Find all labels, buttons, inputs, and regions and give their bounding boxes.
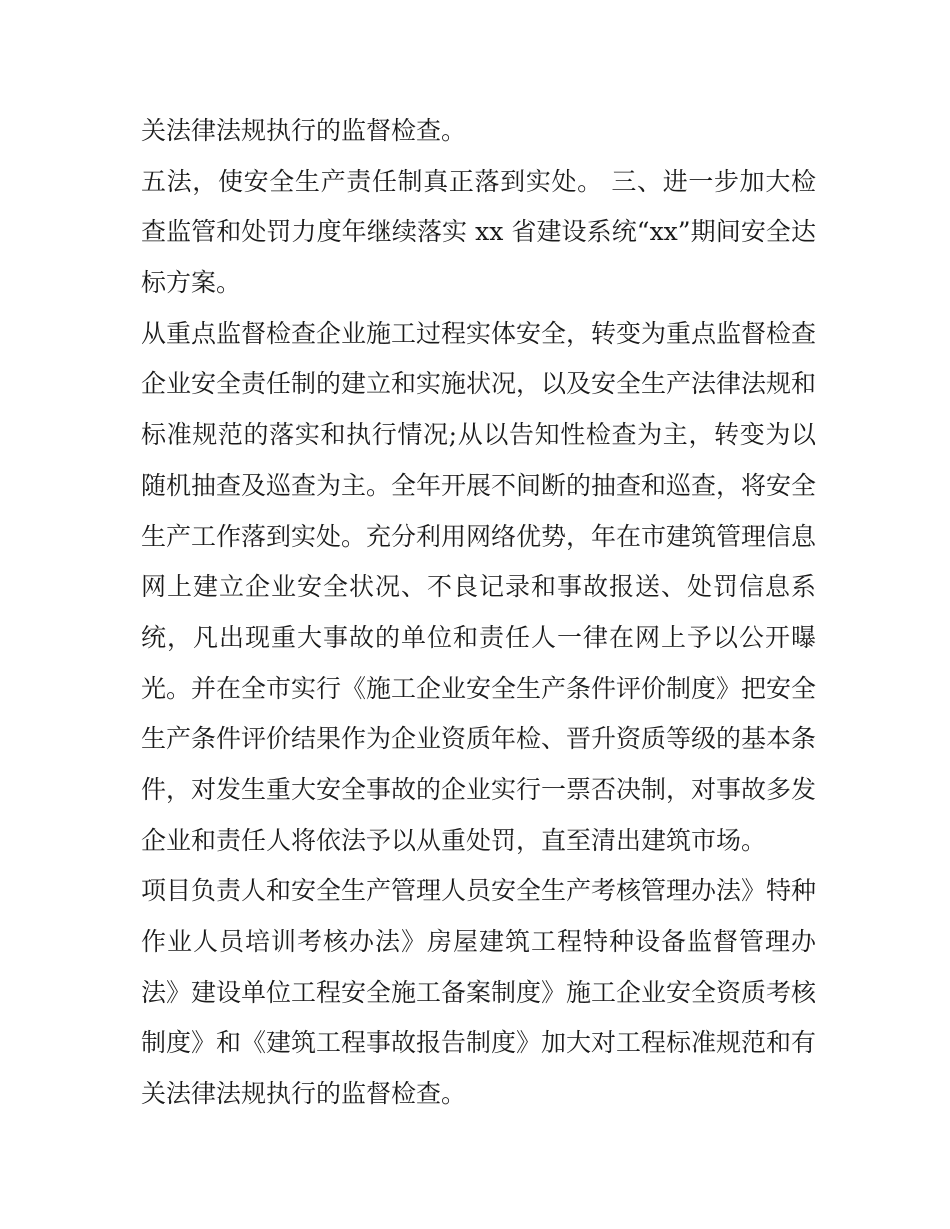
text-line: 标准规范的落实和执行情况;从以告知性检查为主，转变为以 (141, 420, 816, 450)
text-line: 生产工作落到实处。充分利用网络优势，年在市建筑管理信息 (141, 521, 817, 551)
text-line: 从重点监督检查企业施工过程实体安全，转变为重点监督检查 (141, 318, 817, 348)
text-line: 关法律法规执行的监督检查。 (141, 1079, 467, 1109)
text-line: 标方案。 (141, 268, 242, 298)
text-line: 项目负责人和安全生产管理人员安全生产考核管理办法》特种 (141, 876, 817, 906)
text-line: 企业和责任人将依法予以从重处罚，直至清出建筑市场。 (141, 825, 767, 855)
text-line: 随机抽查及巡查为主。全年开展不间断的抽查和巡查，将安全 (141, 470, 817, 500)
document-body (141, 106, 816, 1120)
text-line: 查监管和处罚力度年继续落实 xx 省建设系统“xx”期间安全达 (141, 217, 816, 247)
text-line: 企业安全责任制的建立和实施状况，以及安全生产法律法规和 (141, 369, 817, 399)
text-line: 作业人员培训考核办法》房屋建筑工程特种设备监督管理办 (141, 927, 816, 956)
text-line: 生产条件评价结果作为企业资质年检、晋升资质等级的基本条 (141, 724, 817, 754)
text-line: 光。并在全市实行《施工企业安全生产条件评价制度》把安全 (141, 673, 817, 703)
text-line: 五法，使安全生产责任制真正落到实处。 三、进一步加大检 (141, 166, 816, 196)
text-line: 件，对发生重大安全事故的企业实行一票否决制，对事故多发 (141, 774, 817, 804)
text-line: 法》建设单位工程安全施工备案制度》施工企业安全资质考核 (141, 977, 817, 1007)
text-line: 关法律法规执行的监督检查。 (141, 116, 467, 145)
text-line: 制度》和《建筑工程事故报告制度》加大对工程标准规范和有 (141, 1028, 817, 1058)
text-line: 统，凡出现重大事故的单位和责任人一律在网上予以公开曝 (141, 622, 816, 652)
text-line: 网上建立企业安全状况、不良记录和事故报送、处罚信息系 (141, 572, 816, 602)
